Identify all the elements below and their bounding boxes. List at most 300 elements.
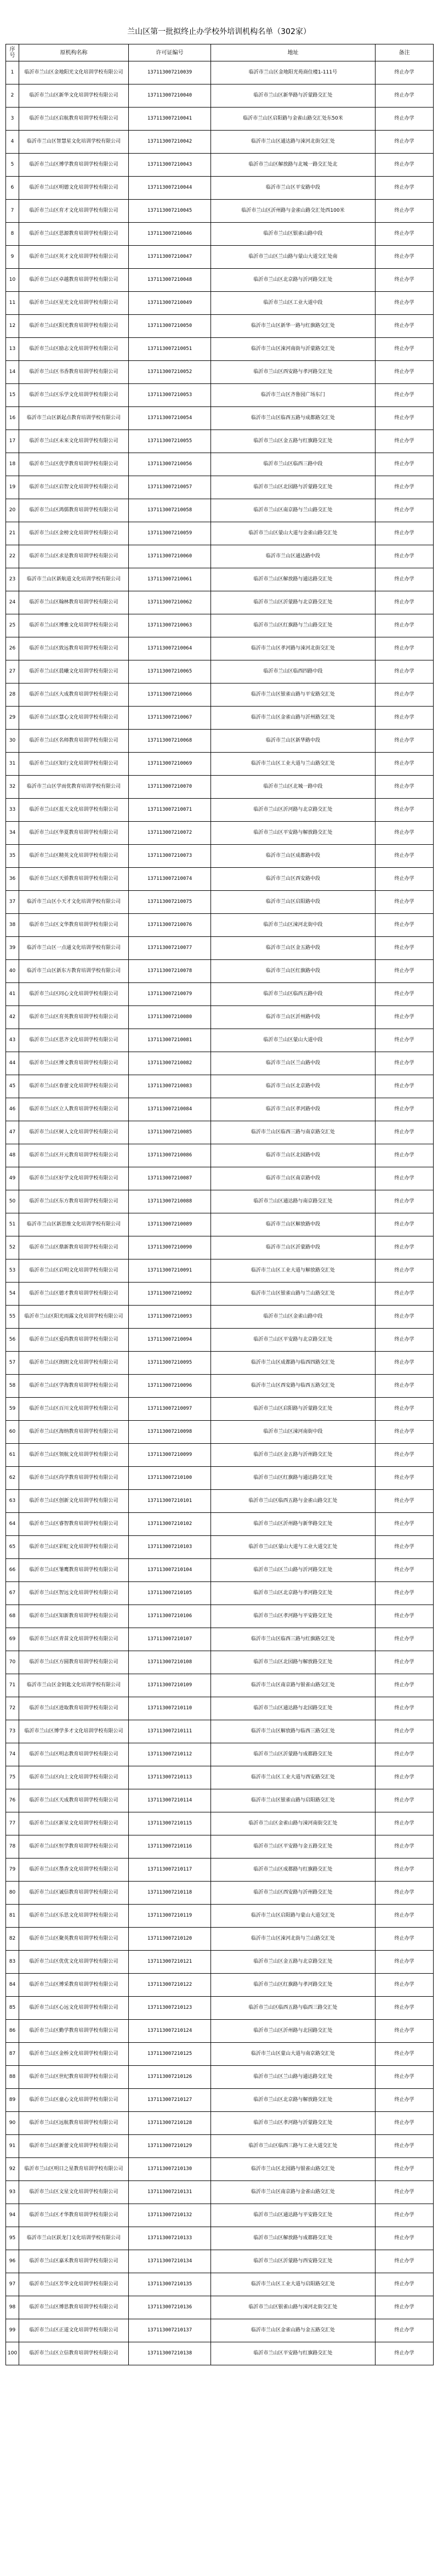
row-org-name: 临沂市兰山区嘉禾教育培训学校有限公司 — [19, 2250, 129, 2273]
row-note: 终止办学 — [376, 1997, 434, 2020]
row-address: 临沂市兰山区启阳路与金雀山路交汇处东50米 — [211, 108, 376, 131]
row-org-name: 临沂市兰山区墨香文化培训学校有限公司 — [19, 1858, 129, 1882]
row-note: 终止办学 — [376, 2043, 434, 2066]
row-license-number: 137113007210124 — [129, 2020, 211, 2043]
row-license-number: 137113007210092 — [129, 1283, 211, 1306]
row-address: 临沂市兰山区新华一路与红旗路交汇处 — [211, 315, 376, 338]
row-license-number: 137113007210048 — [129, 269, 211, 292]
row-serial: 97 — [6, 2273, 19, 2296]
row-note: 终止办学 — [376, 2020, 434, 2043]
row-license-number: 137113007210125 — [129, 2043, 211, 2066]
row-note: 终止办学 — [376, 614, 434, 637]
header-name: 原机构名称 — [19, 44, 129, 61]
row-note: 终止办学 — [376, 2135, 434, 2158]
document-title: 兰山区第一批拟终止办学校外培训机构名单（302家） — [127, 27, 311, 36]
table-row — [6, 384, 434, 407]
row-serial: 74 — [6, 1743, 19, 1766]
row-org-name: 临沂市兰山区鸿儒教育培训学校有限公司 — [19, 499, 129, 522]
row-license-number: 137113007210039 — [129, 61, 211, 84]
row-serial: 36 — [6, 868, 19, 891]
row-license-number: 137113007210076 — [129, 914, 211, 937]
row-address: 临沂市兰山区新华路与沂蒙路交汇处 — [211, 84, 376, 108]
row-org-name: 临沂市兰山区新起点教育培训学校有限公司 — [19, 407, 129, 430]
row-org-name: 临沂市兰山区慧心文化培训学校有限公司 — [19, 707, 129, 730]
row-address: 临沂市兰山区银雀山路与启阳路交汇处 — [211, 1789, 376, 1812]
row-address: 临沂市兰山区新华路中段 — [211, 730, 376, 753]
row-address: 临沂市兰山区金五路与红旗路交汇处 — [211, 430, 376, 453]
row-note: 终止办学 — [376, 1513, 434, 1536]
row-note: 终止办学 — [376, 799, 434, 822]
row-license-number: 137113007210040 — [129, 84, 211, 108]
row-serial: 23 — [6, 568, 19, 591]
row-note: 终止办学 — [376, 1006, 434, 1029]
row-org-name: 临沂市兰山区明德文化培训学校有限公司 — [19, 177, 129, 200]
row-org-name: 临沂市兰山区书香教育培训学校有限公司 — [19, 361, 129, 384]
row-license-number: 137113007210078 — [129, 960, 211, 983]
table-row — [6, 983, 434, 1006]
table-row — [6, 1559, 434, 1582]
table-row — [6, 1283, 434, 1306]
table-row — [6, 660, 434, 683]
row-address: 临沂市兰山区平安路与解放路交汇处 — [211, 822, 376, 845]
table-row — [6, 1213, 434, 1236]
row-note: 终止办学 — [376, 2204, 434, 2227]
row-serial: 80 — [6, 1882, 19, 1905]
row-address: 临沂市兰山区涑河北街与兰山路交汇处 — [211, 1928, 376, 1951]
row-address: 临沂市兰山区沂州路与新华路交汇处 — [211, 1513, 376, 1536]
table-row — [6, 707, 434, 730]
table-row — [6, 1006, 434, 1029]
table-row — [6, 407, 434, 430]
row-address: 临沂市兰山区孝河路与平安路交汇处 — [211, 1605, 376, 1628]
row-serial: 42 — [6, 1006, 19, 1029]
row-address: 临沂市兰山区平安路与红旗路交汇处 — [211, 2342, 376, 2365]
row-serial: 92 — [6, 2158, 19, 2181]
row-note: 终止办学 — [376, 1190, 434, 1213]
row-note: 终止办学 — [376, 1121, 434, 1144]
header-address: 地址 — [211, 44, 376, 61]
row-serial: 25 — [6, 614, 19, 637]
table-row — [6, 2250, 434, 2273]
row-address: 临沂市兰山区临西五路中段 — [211, 983, 376, 1006]
row-serial: 13 — [6, 338, 19, 361]
table-row — [6, 154, 434, 177]
table-row — [6, 1144, 434, 1167]
row-note: 终止办学 — [376, 2181, 434, 2204]
row-serial: 54 — [6, 1283, 19, 1306]
row-note: 终止办学 — [376, 1444, 434, 1467]
row-note: 终止办学 — [376, 591, 434, 614]
row-org-name: 临沂市兰山区华夏教育培训学校有限公司 — [19, 822, 129, 845]
table-row — [6, 1490, 434, 1513]
row-org-name: 临沂市兰山区海纳教育培训学校有限公司 — [19, 1421, 129, 1444]
row-serial: 50 — [6, 1190, 19, 1213]
row-note: 终止办学 — [376, 1974, 434, 1997]
row-serial: 4 — [6, 131, 19, 154]
row-org-name: 临沂市兰山区阳光教育培训学校有限公司 — [19, 315, 129, 338]
row-address: 临沂市兰山区沂蒙路中段 — [211, 1236, 376, 1259]
row-note: 终止办学 — [376, 2089, 434, 2112]
row-org-name: 临沂市兰山区天成教育培训学校有限公司 — [19, 1789, 129, 1812]
row-address: 临沂市兰山区西安路中段 — [211, 868, 376, 891]
row-address: 临沂市兰山区孝河路中段 — [211, 1098, 376, 1121]
row-license-number: 137113007210121 — [129, 1951, 211, 1974]
table-row — [6, 776, 434, 799]
row-address: 临沂市兰山区工业大道与启阳路交汇处 — [211, 2273, 376, 2296]
row-note: 终止办学 — [376, 1605, 434, 1628]
row-note: 终止办学 — [376, 660, 434, 683]
row-org-name: 临沂市兰山区德才教育培训学校有限公司 — [19, 1283, 129, 1306]
row-license-number: 137113007210137 — [129, 2319, 211, 2342]
row-address: 临沂市兰山区沂州路中段 — [211, 1006, 376, 1029]
row-org-name: 临沂市兰山区恒学教育培训学校有限公司 — [19, 1835, 129, 1858]
row-note: 终止办学 — [376, 1375, 434, 1398]
table-row — [6, 1075, 434, 1098]
row-license-number: 137113007210134 — [129, 2250, 211, 2273]
row-license-number: 137113007210123 — [129, 1997, 211, 2020]
row-address: 临沂市兰山区沂州路与北园路交汇处 — [211, 2020, 376, 2043]
row-address: 临沂市兰山区沂河路与北京路交汇处 — [211, 799, 376, 822]
row-serial: 58 — [6, 1375, 19, 1398]
row-org-name: 临沂市兰山区创新文化培训学校有限公司 — [19, 1490, 129, 1513]
row-org-name: 临沂市兰山区小天才文化培训学校有限公司 — [19, 891, 129, 914]
row-org-name: 临沂市兰山区博学多才文化培训学校有限公司 — [19, 1720, 129, 1743]
row-note: 终止办学 — [376, 1098, 434, 1121]
row-address: 临沂市兰山区金五路中段 — [211, 937, 376, 960]
row-address: 临沂市兰山区临西五路与金雀山路交汇处 — [211, 1490, 376, 1513]
row-address: 临沂市兰山区沂蒙路与西安路交汇处 — [211, 2250, 376, 2273]
row-license-number: 137113007210093 — [129, 1306, 211, 1329]
row-note: 终止办学 — [376, 2158, 434, 2181]
row-address: 临沂市兰山区银雀山路与平安路交汇处 — [211, 683, 376, 707]
row-org-name: 临沂市兰山区博采教育培训学校有限公司 — [19, 1974, 129, 1997]
row-note: 终止办学 — [376, 1536, 434, 1559]
row-address: 临沂市兰山区北京路与孝河路交汇处 — [211, 1582, 376, 1605]
row-note: 终止办学 — [376, 177, 434, 200]
row-org-name: 临沂市兰山区学而优教育培训学校有限公司 — [19, 776, 129, 799]
row-serial: 71 — [6, 1674, 19, 1697]
row-org-name: 临沂市兰山区启明文化培训学校有限公司 — [19, 1259, 129, 1283]
row-note: 终止办学 — [376, 2250, 434, 2273]
table-body — [6, 61, 434, 2365]
row-note: 终止办学 — [376, 361, 434, 384]
row-serial: 45 — [6, 1075, 19, 1098]
header-note: 备注 — [376, 44, 434, 61]
row-license-number: 137113007210096 — [129, 1375, 211, 1398]
row-license-number: 137113007210118 — [129, 1882, 211, 1905]
row-serial: 100 — [6, 2342, 19, 2365]
table-row — [6, 177, 434, 200]
row-serial: 7 — [6, 200, 19, 223]
table-row — [6, 1582, 434, 1605]
row-org-name: 临沂市兰山区东方教育培训学校有限公司 — [19, 1190, 129, 1213]
row-note: 终止办学 — [376, 1789, 434, 1812]
table-row — [6, 2273, 434, 2296]
row-address: 临沂市兰山区启阳路与沂蒙路交汇处 — [211, 1398, 376, 1421]
row-address: 临沂市兰山区金雀山路中段 — [211, 1306, 376, 1329]
row-org-name: 临沂市兰山区天骄教育培训学校有限公司 — [19, 868, 129, 891]
row-address: 临沂市兰山区南京路与金雀山路交汇处 — [211, 2181, 376, 2204]
row-serial: 30 — [6, 730, 19, 753]
table-row — [6, 845, 434, 868]
row-address: 临沂市兰山区蒙山大道与金雀山路交汇处 — [211, 522, 376, 545]
row-serial: 72 — [6, 1697, 19, 1720]
row-note: 终止办学 — [376, 1766, 434, 1789]
row-address: 临沂市兰山区北园路中段 — [211, 1144, 376, 1167]
row-serial: 73 — [6, 1720, 19, 1743]
row-address: 临沂市兰山区红旗路中段 — [211, 960, 376, 983]
row-serial: 22 — [6, 545, 19, 568]
row-license-number: 137113007210112 — [129, 1743, 211, 1766]
row-license-number: 137113007210103 — [129, 1536, 211, 1559]
table-row — [6, 453, 434, 476]
row-address: 临沂市兰山区解放路与成都路交汇处 — [211, 2227, 376, 2250]
row-address: 临沂市兰山区解放路与通达路交汇处 — [211, 568, 376, 591]
row-license-number: 137113007210077 — [129, 937, 211, 960]
row-note: 终止办学 — [376, 154, 434, 177]
row-org-name: 临沂市兰山区知行文化培训学校有限公司 — [19, 753, 129, 776]
row-address: 临沂市兰山区临西三路中段 — [211, 453, 376, 476]
row-address: 临沂市兰山区沂蒙路与北京路交汇处 — [211, 591, 376, 614]
row-note: 终止办学 — [376, 1882, 434, 1905]
row-note: 终止办学 — [376, 1398, 434, 1421]
row-org-name: 临沂市兰山区育才文化培训学校有限公司 — [19, 200, 129, 223]
row-serial: 87 — [6, 2043, 19, 2066]
table-row — [6, 2319, 434, 2342]
row-address: 临沂市兰山区金五路与沂州路交汇处 — [211, 1444, 376, 1467]
table-row — [6, 568, 434, 591]
table-row — [6, 61, 434, 84]
row-org-name: 临沂市兰山区童心文化培训学校有限公司 — [19, 2089, 129, 2112]
row-note: 终止办学 — [376, 1167, 434, 1190]
row-license-number: 137113007210053 — [129, 384, 211, 407]
row-license-number: 137113007210079 — [129, 983, 211, 1006]
row-license-number: 137113007210115 — [129, 1812, 211, 1835]
row-address: 临沂市兰山区北园路与解放路交汇处 — [211, 1651, 376, 1674]
row-note: 终止办学 — [376, 315, 434, 338]
row-org-name: 临沂市兰山区尚学教育培训学校有限公司 — [19, 1467, 129, 1490]
row-address: 临沂市兰山区红旗路与兰山路交汇处 — [211, 614, 376, 637]
row-license-number: 137113007210075 — [129, 891, 211, 914]
row-org-name: 临沂市兰山区智远文化培训学校有限公司 — [19, 1582, 129, 1605]
row-serial: 69 — [6, 1628, 19, 1651]
row-address: 临沂市兰山区工业大道与兰山路交汇处 — [211, 753, 376, 776]
table-row — [6, 361, 434, 384]
row-address: 临沂市兰山区解放路与临西三路交汇处 — [211, 1720, 376, 1743]
row-address: 临沂市兰山区银雀山路与兰山路交汇处 — [211, 1283, 376, 1306]
row-serial: 29 — [6, 707, 19, 730]
row-address: 临沂市兰山区成都路与临西四路交汇处 — [211, 1352, 376, 1375]
row-address: 临沂市兰山区临西三路与南京路交汇处 — [211, 1121, 376, 1144]
row-address: 临沂市兰山区蒙山大道中段 — [211, 1029, 376, 1052]
row-address: 临沂市兰山区涑河南街与沂蒙路交汇处 — [211, 338, 376, 361]
row-license-number: 137113007210136 — [129, 2296, 211, 2319]
row-address: 临沂市兰山区蒙山大道与工业大道交汇处 — [211, 1536, 376, 1559]
row-note: 终止办学 — [376, 2112, 434, 2135]
row-note: 终止办学 — [376, 637, 434, 660]
row-serial: 96 — [6, 2250, 19, 2273]
row-org-name: 临沂市兰山区诚信教育培训学校有限公司 — [19, 1882, 129, 1905]
row-serial: 84 — [6, 1974, 19, 1997]
row-note: 终止办学 — [376, 2319, 434, 2342]
row-note: 终止办学 — [376, 1582, 434, 1605]
row-address: 临沂市兰山区南京路中段 — [211, 1167, 376, 1190]
row-serial: 21 — [6, 522, 19, 545]
row-note: 终止办学 — [376, 1835, 434, 1858]
row-note: 终止办学 — [376, 384, 434, 407]
row-license-number: 137113007210087 — [129, 1167, 211, 1190]
row-note: 终止办学 — [376, 1283, 434, 1306]
row-note: 终止办学 — [376, 131, 434, 154]
row-org-name: 临沂市兰山区求是教育培训学校有限公司 — [19, 545, 129, 568]
row-org-name: 临沂市兰山区大成教育培训学校有限公司 — [19, 683, 129, 707]
row-note: 终止办学 — [376, 1075, 434, 1098]
row-note: 终止办学 — [376, 338, 434, 361]
row-address: 临沂市兰山区南京路与银雀山路交汇处 — [211, 1674, 376, 1697]
row-org-name: 临沂市兰山区启航教育培训学校有限公司 — [19, 108, 129, 131]
row-org-name: 临沂市兰山区金钥匙文化培训学校有限公司 — [19, 1674, 129, 1697]
table-row — [6, 914, 434, 937]
row-address: 临沂市兰山区银雀山路中段 — [211, 223, 376, 246]
row-serial: 68 — [6, 1605, 19, 1628]
row-license-number: 137113007210110 — [129, 1697, 211, 1720]
row-note: 终止办学 — [376, 545, 434, 568]
row-license-number: 137113007210060 — [129, 545, 211, 568]
row-serial: 3 — [6, 108, 19, 131]
table-row — [6, 1651, 434, 1674]
table-row — [6, 1167, 434, 1190]
table-row — [6, 1628, 434, 1651]
table-row — [6, 2342, 434, 2365]
row-serial: 76 — [6, 1789, 19, 1812]
table-row — [6, 1259, 434, 1283]
row-address: 临沂市兰山区解放路与北城一路交汇处北 — [211, 154, 376, 177]
row-license-number: 137113007210051 — [129, 338, 211, 361]
row-org-name: 临沂市兰山区新航道文化培训学校有限公司 — [19, 568, 129, 591]
row-note: 终止办学 — [376, 1697, 434, 1720]
row-serial: 24 — [6, 591, 19, 614]
table-row — [6, 1720, 434, 1743]
row-serial: 46 — [6, 1098, 19, 1121]
row-license-number: 137113007210101 — [129, 1490, 211, 1513]
row-serial: 90 — [6, 2112, 19, 2135]
row-org-name: 临沂市兰山区蓝天文化培训学校有限公司 — [19, 799, 129, 822]
row-license-number: 137113007210099 — [129, 1444, 211, 1467]
table-row — [6, 200, 434, 223]
row-license-number: 137113007210045 — [129, 200, 211, 223]
header-serial: 序号 — [6, 44, 19, 61]
table-row — [6, 545, 434, 568]
row-serial: 19 — [6, 476, 19, 499]
row-org-name: 临沂市兰山区才华教育培训学校有限公司 — [19, 2204, 129, 2227]
row-license-number: 137113007210133 — [129, 2227, 211, 2250]
row-license-number: 137113007210090 — [129, 1236, 211, 1259]
row-org-name: 临沂市兰山区芳华文化培训学校有限公司 — [19, 2273, 129, 2296]
row-serial: 82 — [6, 1928, 19, 1951]
table-row — [6, 2158, 434, 2181]
row-serial: 88 — [6, 2066, 19, 2089]
row-address: 临沂市兰山区北城一路中段 — [211, 776, 376, 799]
table-row — [6, 937, 434, 960]
row-note: 终止办学 — [376, 430, 434, 453]
row-serial: 38 — [6, 914, 19, 937]
row-address: 临沂市兰山区西安路与临西五路交汇处 — [211, 1375, 376, 1398]
table-row — [6, 2227, 434, 2250]
institution-table — [5, 44, 434, 2365]
row-license-number: 137113007210119 — [129, 1905, 211, 1928]
row-note: 终止办学 — [376, 1467, 434, 1490]
row-org-name: 临沂市兰山区文星文化培训学校有限公司 — [19, 2181, 129, 2204]
row-org-name: 临沂市兰山区勤学教育培训学校有限公司 — [19, 2020, 129, 2043]
row-note: 终止办学 — [376, 61, 434, 84]
row-org-name: 临沂市兰山区睿智教育培训学校有限公司 — [19, 1513, 129, 1536]
row-note: 终止办学 — [376, 1236, 434, 1259]
table-row — [6, 891, 434, 914]
row-org-name: 临沂市兰山区金榜文化培训学校有限公司 — [19, 522, 129, 545]
table-row — [6, 292, 434, 315]
row-org-name: 临沂市兰山区优优文化培训学校有限公司 — [19, 1951, 129, 1974]
row-address: 临沂市兰山区通达路与北园路交汇处 — [211, 1697, 376, 1720]
row-address: 临沂市兰山区金五路与北京路交汇处 — [211, 1951, 376, 1974]
row-address: 临沂市兰山区临西五路与成都路交汇处 — [211, 407, 376, 430]
row-license-number: 137113007210084 — [129, 1098, 211, 1121]
table-row — [6, 591, 434, 614]
row-org-name: 临沂市兰山区致远教育培训学校有限公司 — [19, 637, 129, 660]
row-license-number: 137113007210080 — [129, 1006, 211, 1029]
row-license-number: 137113007210130 — [129, 2158, 211, 2181]
row-note: 终止办学 — [376, 753, 434, 776]
row-org-name: 临沂市兰山区爱尚教育培训学校有限公司 — [19, 1329, 129, 1352]
row-address: 临沂市兰山区临西四路中段 — [211, 660, 376, 683]
table-row — [6, 1766, 434, 1789]
table-row — [6, 1444, 434, 1467]
row-note: 终止办学 — [376, 1812, 434, 1835]
row-org-name: 临沂市兰山区未来文化培训学校有限公司 — [19, 430, 129, 453]
row-serial: 31 — [6, 753, 19, 776]
row-org-name: 临沂市兰山区学海教育培训学校有限公司 — [19, 1375, 129, 1398]
row-serial: 60 — [6, 1421, 19, 1444]
row-serial: 61 — [6, 1444, 19, 1467]
row-license-number: 137113007210055 — [129, 430, 211, 453]
row-license-number: 137113007210097 — [129, 1398, 211, 1421]
row-note: 终止办学 — [376, 2227, 434, 2250]
row-license-number: 137113007210067 — [129, 707, 211, 730]
row-note: 终止办学 — [376, 891, 434, 914]
row-org-name: 临沂市兰山区乐学文化培训学校有限公司 — [19, 384, 129, 407]
row-address: 临沂市兰山区红旗路与通达路交汇处 — [211, 1467, 376, 1490]
row-address: 临沂市兰山区金雀山路与涑河南街交汇处 — [211, 1812, 376, 1835]
header-license: 许可证编号 — [129, 44, 211, 61]
table-row — [6, 2296, 434, 2319]
row-address: 临沂市兰山区北京路中段 — [211, 1075, 376, 1098]
row-address: 临沂市兰山区北园路与银雀山路交汇处 — [211, 2158, 376, 2181]
row-address: 临沂市兰山区北京路与沂河路交汇处 — [211, 269, 376, 292]
table-row — [6, 730, 434, 753]
table-row — [6, 1605, 434, 1628]
row-note: 终止办学 — [376, 1329, 434, 1352]
row-license-number: 137113007210128 — [129, 2112, 211, 2135]
row-license-number: 137113007210050 — [129, 315, 211, 338]
row-address: 临沂市兰山区涑河北街中段 — [211, 914, 376, 937]
row-license-number: 137113007210132 — [129, 2204, 211, 2227]
row-note: 终止办学 — [376, 1720, 434, 1743]
row-org-name: 临沂市兰山区百川文化培训学校有限公司 — [19, 1398, 129, 1421]
row-serial: 43 — [6, 1029, 19, 1052]
row-note: 终止办学 — [376, 730, 434, 753]
row-note: 终止办学 — [376, 683, 434, 707]
row-license-number: 137113007210063 — [129, 614, 211, 637]
row-note: 终止办学 — [376, 407, 434, 430]
